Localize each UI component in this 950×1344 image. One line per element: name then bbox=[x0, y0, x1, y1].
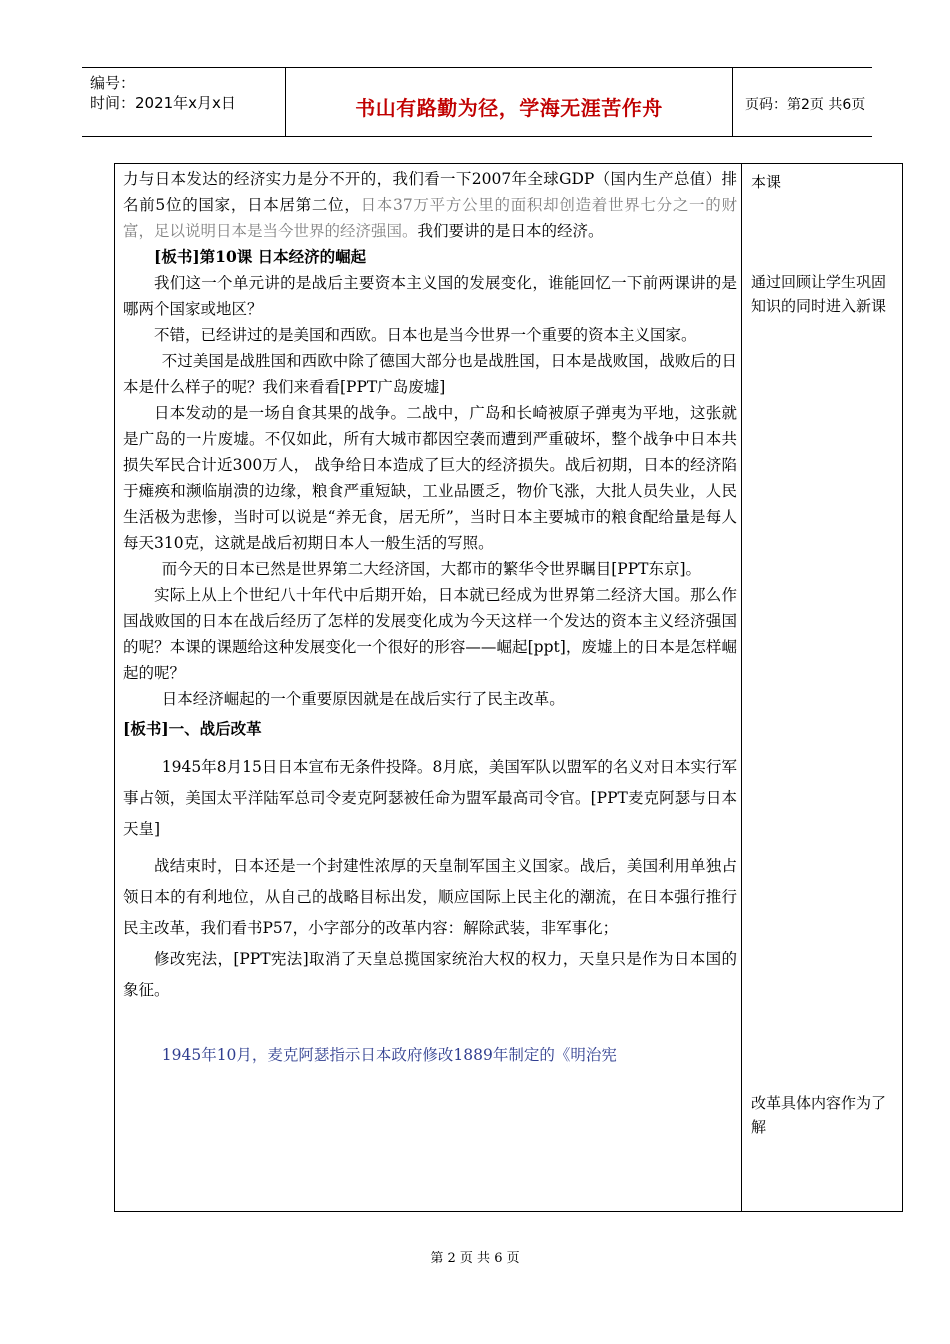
header-page-cell bbox=[733, 68, 872, 136]
header-page-info: 页码：第2页 共6页 bbox=[745, 97, 866, 113]
board-title: [板书]第10课 日本经济的崛起 bbox=[154, 247, 367, 266]
page-header bbox=[82, 67, 872, 137]
intro-paragraph bbox=[123, 166, 737, 244]
side-note-1: 本课 bbox=[751, 173, 782, 191]
paragraph-review: 我们这一个单元讲的是战后主要资本主义国的发展变化，谁能回忆一下前两课讲的是哪两个国家或地区？ bbox=[123, 274, 737, 318]
paragraph-answer: 不错，已经讲过的是美国和西欧。日本也是当今世界一个重要的资本主义国家。 bbox=[154, 326, 697, 344]
paragraph-defeated: 不过美国是战胜国和西欧中除了德国大部分也是战胜国，日本是战败国，战败后的日本是什么样子的呢？我们来看看[PPT广岛废墟] bbox=[123, 352, 737, 396]
paragraph-reform: 战结束时，日本还是一个封建性浓厚的天皇制军国主义国家。战后，美国利用单独占领日本的有利地位，从自己的战略目标出发，顺应国际上民主化的潮流，在日本强行推行民主改革，我们看书P57，小字部分的改革内容：解除武装，非军事化； bbox=[123, 857, 737, 937]
side-note-2: 通过回顾让学生巩固知识的同时进入新课 bbox=[751, 273, 887, 315]
side-note-3: 改革具体内容作为了解 bbox=[751, 1094, 887, 1136]
paragraph-today: 而今天的日本已然是世界第二大经济国，大都市的繁华令世界瞩目[PPT东京]。 bbox=[161, 560, 702, 578]
lesson-table bbox=[114, 163, 903, 1212]
paragraph-reform-reason: 日本经济崛起的一个重要原因就是在战后实行了民主改革。 bbox=[161, 690, 565, 708]
date-line: 时间：2021年x月x日 bbox=[90, 94, 236, 112]
paragraph-surrender: 1945年8月15日日本宣布无条件投降。8月底，美国军队以盟军的名义对日本实行军事占领，美国太平洋陆军总司令麦克阿瑟被任命为盟军最高司令官。[PPT麦克阿瑟与日本天皇] bbox=[123, 758, 737, 838]
header-motto-cell bbox=[286, 68, 733, 136]
intro-text: 力与日本发达的经济实力是分不开的，我们看一下2007年全球GDP（国内生产总值）排名前5位的国家，日本居第二位， bbox=[123, 170, 737, 214]
paragraph-war-loss: 日本发动的是一场自食其果的战争。二战中，广岛和长崎被原子弹夷为平地，这张就是广岛的一片废墟。不仅如此，所有大城市都因空袭而遭到严重破坏，整个战争中日本共损失军民合计近300万人， 战争给日本造成了巨大的经济损失。战后初期，日本的经济陷于瘫痪和濒临崩溃的边缘，粮食严重短缺，工业品匮乏，物价飞涨，大批人员失业，人民生活极为悲惨，当时可以说是“养无食，居无所”，当时日本主要城市的粮食配给量是每人每天310克，这就是战后初期日本人一般生活的写照。 bbox=[123, 404, 737, 552]
intro-tail: 我们要讲的是日本的经济。 bbox=[417, 222, 604, 240]
paragraph-meiji: 1945年10月，麦克阿瑟指示日本政府修改1889年制定的《明治宪 bbox=[161, 1046, 617, 1064]
serial-label: 编号： bbox=[90, 74, 136, 92]
board-section: [板书]一、战后改革 bbox=[123, 719, 262, 738]
header-meta bbox=[82, 68, 286, 136]
paragraph-rise: 实际上从上个世纪八十年代中后期开始，日本就已经成为世界第二经济大国。那么作国战败国的日本在战后经历了怎样的发展变化成为今天这样一个发达的资本主义经济强国的呢？本课的课题给这种发展变化一个很好的形容——崛起[ppt]，废墟上的日本是怎样崛起的呢？ bbox=[123, 586, 737, 682]
header-motto: 书山有路勤为径，学海无涯苦作舟 bbox=[355, 96, 663, 120]
intro-highlight: 日本37万平方公里的面积却创造着世界七分之一的财富，足以说明日本是当今世界的经济强国。 bbox=[123, 196, 737, 240]
page-footer: 第 2 页 共 6 页 bbox=[430, 1251, 520, 1266]
paragraph-constitution: 修改宪法，[PPT宪法]取消了天皇总揽国家统治大权的权力，天皇只是作为日本国的象征。 bbox=[123, 950, 737, 999]
column-divider bbox=[741, 164, 742, 1211]
lesson-content bbox=[123, 166, 737, 1068]
